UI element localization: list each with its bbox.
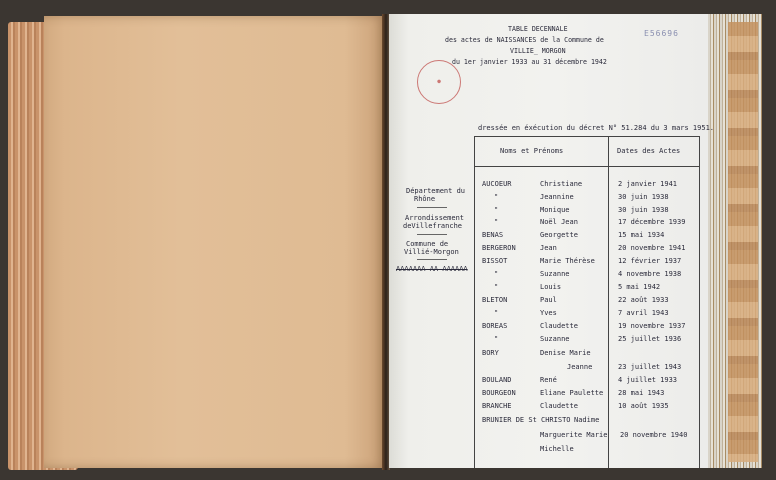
header-line-3: VILLIE_ MORGON (510, 47, 566, 55)
entry-first-name: Suzanne (540, 270, 570, 278)
entry-surname: BENAS (482, 231, 504, 239)
commune-label: Commune de (406, 240, 449, 248)
entry-surname: AUCOEUR (482, 180, 512, 188)
entry-first-name: Claudette (540, 402, 578, 410)
entry-first-name: Noël Jean (540, 218, 578, 226)
entry-surname: BOULAND (482, 376, 512, 384)
entry-surname: BERGERON (482, 244, 516, 252)
header-line-1: TABLE DECENNALE (508, 25, 568, 33)
entry-date: 5 mai 1942 (618, 283, 661, 291)
entry-first-name: Suzanne (540, 335, 570, 343)
struck-text: AAAAAAA AA AAAAAA (396, 265, 468, 273)
entry-date: 22 août 1933 (618, 296, 669, 304)
header-line-4: du 1er janvier 1933 au 31 décembre 1942 (452, 58, 607, 66)
entry-first-name: Marguerite Marie (540, 431, 608, 439)
entry-date: 23 juillet 1943 (618, 363, 682, 371)
entry-first-name: René (540, 376, 557, 384)
arrondissement-value: deVillefranche (403, 222, 463, 230)
entry-date: 19 novembre 1937 (618, 322, 686, 330)
entry-date: 10 août 1935 (618, 402, 669, 410)
entry-surname: BOURGEON (482, 389, 516, 397)
entry-first-name: Jeannine (540, 193, 574, 201)
entry-first-name: Eliane Paulette (540, 389, 604, 397)
entry-surname: " (494, 270, 499, 278)
entry-date: 2 janvier 1941 (618, 180, 678, 188)
entry-date: 30 juin 1938 (618, 206, 669, 214)
entry-date: 12 février 1937 (618, 257, 682, 265)
entry-surname: BLETON (482, 296, 508, 304)
entry-first-name: Georgette (540, 231, 578, 239)
entry-first-name: Claudette (540, 322, 578, 330)
entry-date: 20 novembre 1940 (620, 431, 688, 439)
entry-first-name: Paul (540, 296, 557, 304)
entry-surname: " (494, 193, 499, 201)
column-header-names: Noms et Prénoms (500, 147, 564, 155)
entry-date: 4 juillet 1933 (618, 376, 678, 384)
entry-surname: BORY (482, 349, 499, 357)
commune-value: Villié-Morgon (404, 248, 459, 256)
entry-first-name: Michelle (540, 445, 574, 453)
entry-first-name: Jeanne (567, 363, 593, 371)
entry-first-name: Louis (540, 283, 562, 291)
entry-date: 28 mai 1943 (618, 389, 665, 397)
entry-date: 15 mai 1934 (618, 231, 665, 239)
entry-surname: " (494, 309, 499, 317)
column-header-dates: Dates des Actes (617, 147, 681, 155)
entry-date: 30 juin 1938 (618, 193, 669, 201)
reference-number: E56696 (644, 29, 679, 38)
entry-surname: BRUNIER DE St CHRISTO (482, 416, 571, 424)
departement-label: Département du (406, 187, 466, 195)
entry-first-name: Jean (540, 244, 557, 252)
entry-surname: BRANCHE (482, 402, 512, 410)
arrondissement-label: Arrondissement (405, 214, 465, 222)
entry-first-name: Christiane (540, 180, 583, 188)
departement-value: Rhône (414, 195, 436, 203)
entry-first-name: Monique (540, 206, 570, 214)
entry-first-name: Nadime (574, 416, 600, 424)
header-line-2: des actes de NAISSANCES de la Commune de (445, 36, 604, 44)
entry-date: 25 juillet 1936 (618, 335, 682, 343)
entry-surname: " (494, 218, 499, 226)
entry-surname: BISSOT (482, 257, 508, 265)
entry-date: 20 novembre 1941 (618, 244, 686, 252)
entry-surname: " (494, 206, 499, 214)
entry-surname: BOREAS (482, 322, 508, 330)
entry-first-name: Yves (540, 309, 557, 317)
entry-date: 17 décembre 1939 (618, 218, 686, 226)
entry-first-name: Denise Marie (540, 349, 591, 357)
official-stamp: ● (417, 60, 461, 104)
entry-surname: " (494, 283, 499, 291)
entry-date: 4 novembre 1938 (618, 270, 682, 278)
entry-date: 7 avril 1943 (618, 309, 669, 317)
entry-surname: " (494, 335, 499, 343)
decree-line: dressée en éxécution du décret N° 51.284 du 3 mars 1951. (478, 124, 715, 132)
entry-first-name: Marie Thérèse (540, 257, 595, 265)
